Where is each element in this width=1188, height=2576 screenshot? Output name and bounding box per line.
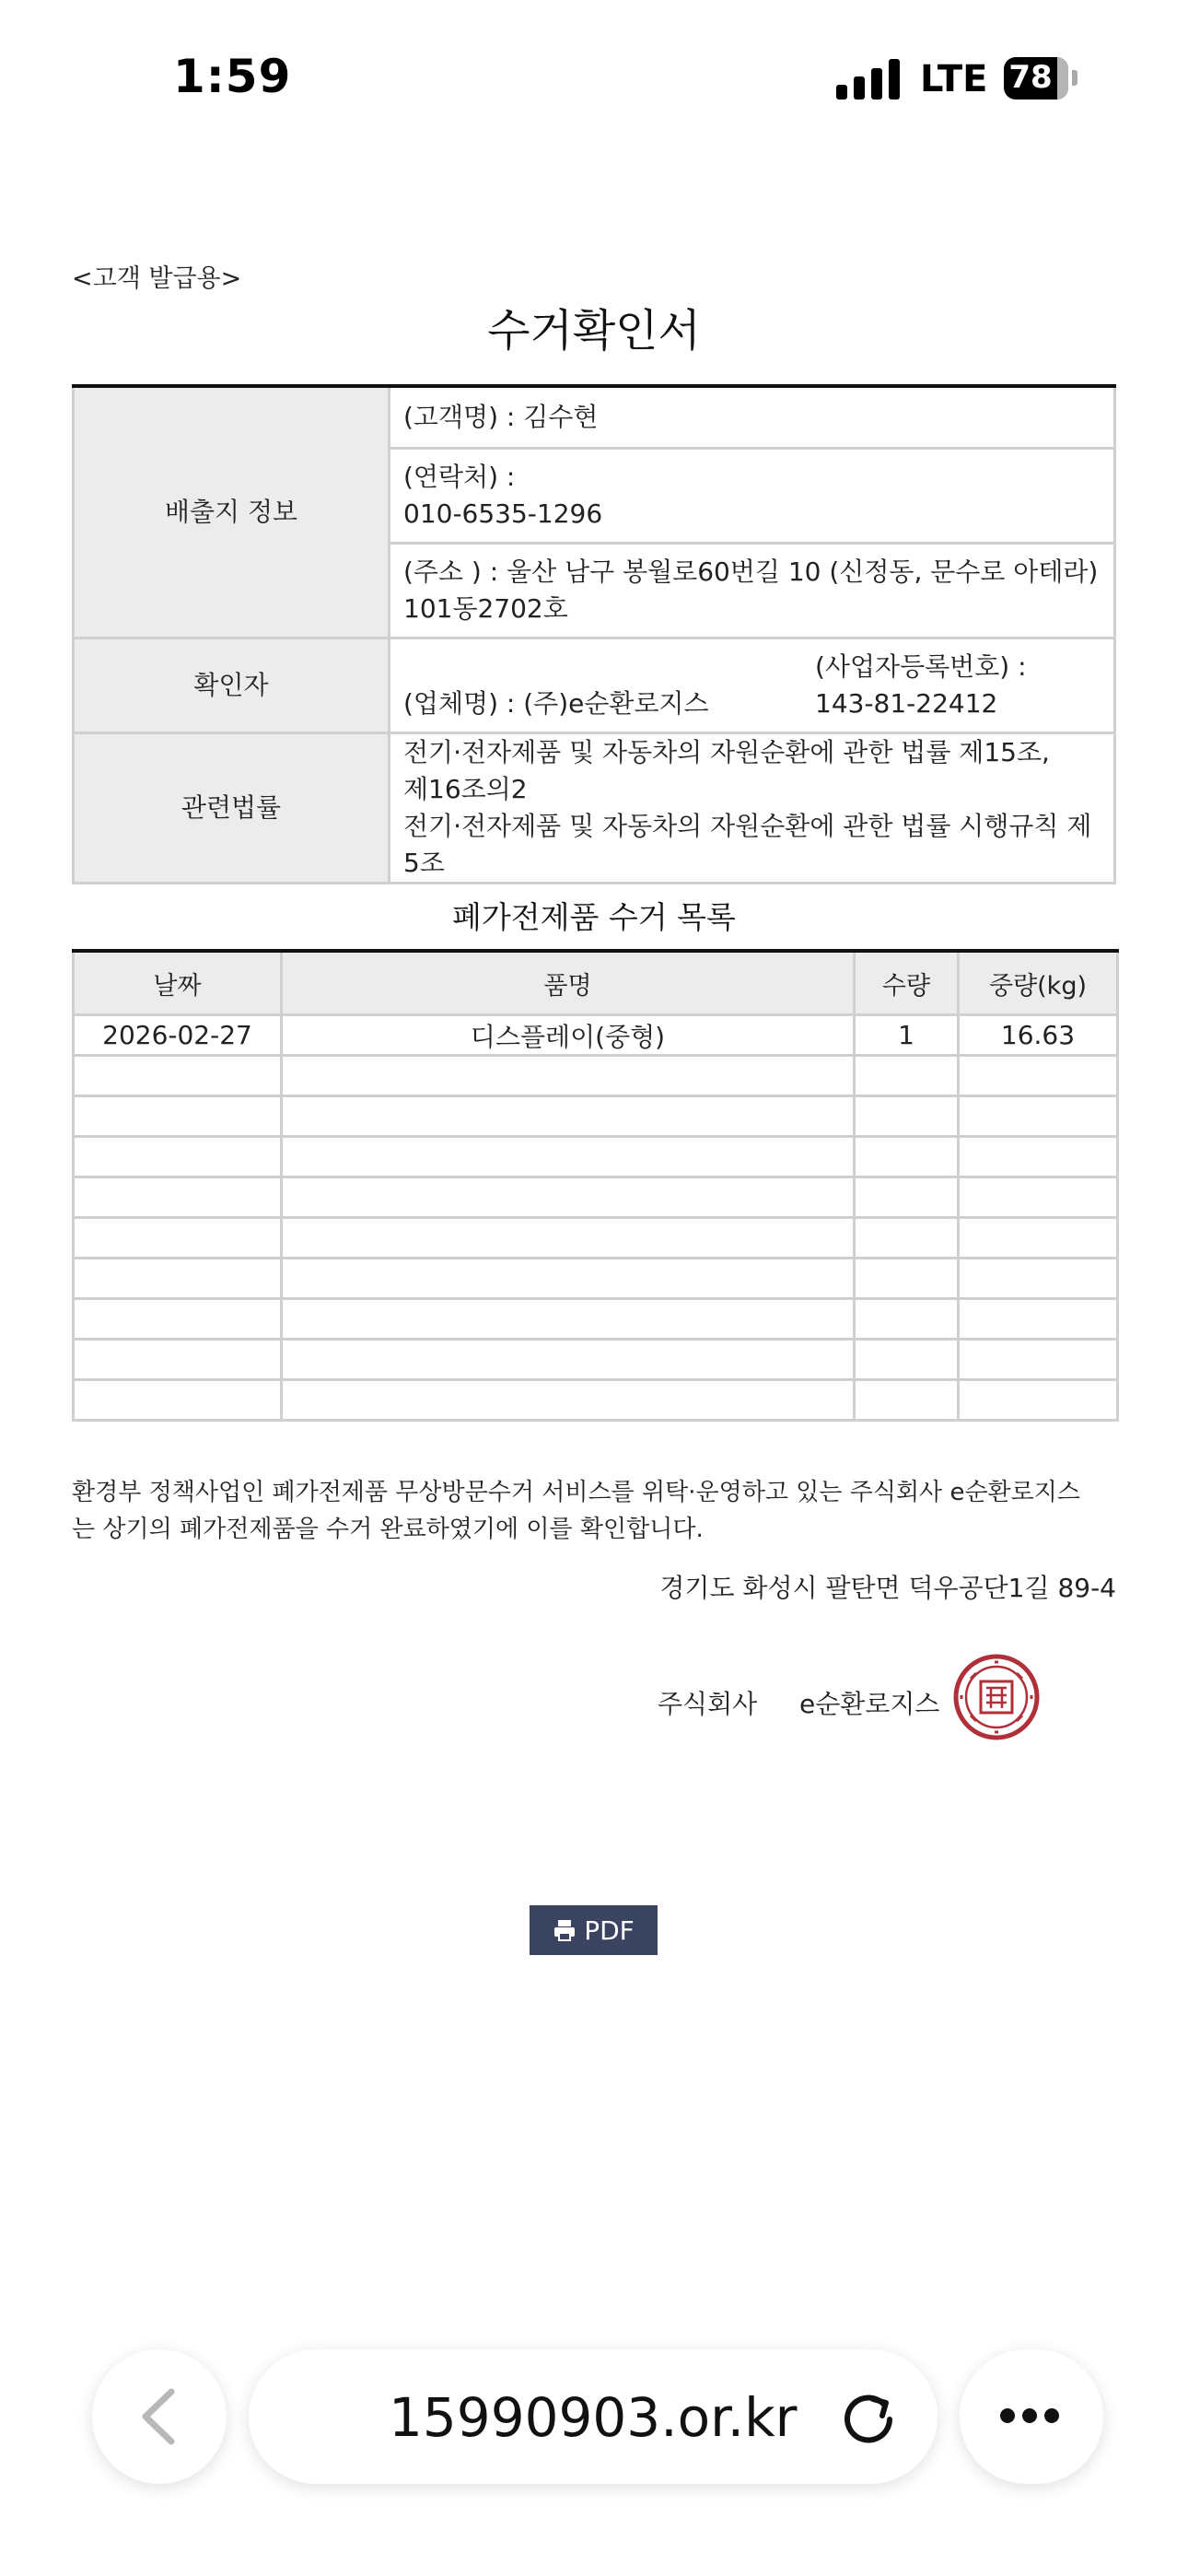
emitter-header: 배출지 정보 — [74, 386, 390, 638]
printer-icon — [553, 1918, 577, 1942]
status-bar — [0, 0, 1188, 161]
contact-cell — [390, 449, 1115, 544]
statement-line1: 환경부 정책사업인 폐가전제품 무상방문수거 서비스를 위탁·운영하고 있는 주식회사 e순환로지스 — [72, 1479, 1081, 1506]
cell-item — [282, 1177, 855, 1218]
cell-item — [282, 1299, 855, 1340]
cell-quantity — [855, 1137, 959, 1177]
cell-quantity — [855, 1056, 959, 1096]
cell-date: 2026-02-27 — [74, 1015, 282, 1056]
table-row — [74, 1380, 1118, 1421]
items-table — [72, 949, 1119, 1422]
pdf-button[interactable] — [530, 1905, 658, 1955]
cell-weight — [959, 1096, 1118, 1137]
pdf-button-label: PDF — [584, 1914, 635, 1946]
law-cell — [390, 733, 1115, 884]
law-line2: 제16조의2 — [403, 774, 528, 804]
law-line3: 전기·전자제품 및 자동차의 자원순환에 관한 법률 시행규칙 제5조 — [403, 811, 1092, 878]
reg-label: (사업자등록번호) : — [815, 651, 1027, 682]
cell-item — [282, 1259, 855, 1299]
cell-weight — [959, 1340, 1118, 1380]
cell-quantity — [855, 1380, 959, 1421]
header-quantity: 수량 — [855, 951, 959, 1015]
cell-item — [282, 1218, 855, 1259]
cellular-signal-icon — [836, 59, 901, 100]
cell-item — [282, 1096, 855, 1137]
info-table — [72, 384, 1116, 884]
battery-level: 78 — [1008, 59, 1053, 96]
reg-value: 143-81-22412 — [815, 688, 998, 719]
copy-label: <고객 발급용> — [72, 264, 242, 293]
cell-weight — [959, 1177, 1118, 1218]
confirmer-header: 확인자 — [74, 638, 390, 733]
header-weight: 중량(kg) — [959, 951, 1118, 1015]
chevron-left-icon — [133, 2386, 188, 2447]
law-line1: 전기·전자제품 및 자동차의 자원순환에 관한 법률 제15조, — [403, 737, 1050, 767]
cell-quantity — [855, 1259, 959, 1299]
contact-label: (연락처) : — [403, 462, 516, 492]
url-text: 15990903.or.kr — [389, 2386, 798, 2449]
table-row — [74, 1259, 1118, 1299]
table-row — [74, 1096, 1118, 1137]
cell-quantity — [855, 1218, 959, 1259]
network-type: LTE — [920, 58, 988, 100]
company-label: 주식회사 — [658, 1689, 758, 1719]
reload-icon[interactable] — [838, 2386, 899, 2447]
business-name: (업체명) : (주)e순환로지스 — [403, 688, 709, 719]
address-bar[interactable] — [249, 2349, 938, 2484]
table-row — [74, 1056, 1118, 1096]
browser-toolbar — [0, 2322, 1188, 2576]
cell-weight — [959, 1380, 1118, 1421]
document-title: 수거확인서 — [487, 305, 701, 357]
back-button[interactable] — [92, 2349, 227, 2484]
address-line2: 101동2702호 — [403, 593, 568, 624]
battery-icon — [1004, 57, 1068, 100]
contact-value: 010-6535-1296 — [403, 498, 603, 529]
cell-date — [74, 1137, 282, 1177]
table-row — [74, 1340, 1118, 1380]
cell-weight — [959, 1137, 1118, 1177]
cell-quantity — [855, 1096, 959, 1137]
law-header: 관련법률 — [74, 733, 390, 884]
cell-item — [282, 1380, 855, 1421]
status-time: 1:59 — [173, 50, 292, 103]
cell-date — [74, 1177, 282, 1218]
cell-quantity — [855, 1177, 959, 1218]
table-row — [74, 1137, 1118, 1177]
table-row — [74, 1177, 1118, 1218]
more-dots-icon — [1000, 2408, 1066, 2427]
statement-line2: 는 상기의 폐가전제품을 수거 완료하였기에 이를 확인합니다. — [72, 1516, 704, 1543]
cell-date — [74, 1259, 282, 1299]
cell-date — [74, 1218, 282, 1259]
customer-name: (고객명) : 김수현 — [390, 386, 1115, 449]
more-button[interactable] — [960, 2349, 1103, 2484]
cell-item — [282, 1340, 855, 1380]
table-row — [74, 1015, 1118, 1056]
cell-item: 디스플레이(중형) — [282, 1015, 855, 1056]
cell-item — [282, 1056, 855, 1096]
company-seal-stamp — [952, 1653, 1041, 1741]
cell-quantity — [855, 1299, 959, 1340]
address-cell — [390, 544, 1115, 638]
cell-item — [282, 1137, 855, 1177]
cell-date — [74, 1096, 282, 1137]
business-cell — [390, 638, 1115, 733]
address-line1: (주소 ) : 울산 남구 봉월로60번길 10 (신정동, 문수로 아테라) — [403, 556, 1099, 587]
cell-quantity — [855, 1340, 959, 1380]
cell-weight — [959, 1056, 1118, 1096]
cell-date — [74, 1340, 282, 1380]
cell-date — [74, 1380, 282, 1421]
cell-date — [74, 1056, 282, 1096]
cell-quantity: 1 — [855, 1015, 959, 1056]
list-title: 폐가전제품 수거 목록 — [452, 899, 736, 935]
header-date: 날짜 — [74, 951, 282, 1015]
confirmation-statement — [72, 1474, 1116, 1548]
table-row — [74, 1218, 1118, 1259]
items-header-row — [74, 951, 1118, 1015]
company-address: 경기도 화성시 팔탄면 덕우공단1길 89-4 — [659, 1573, 1116, 1603]
header-item: 품명 — [282, 951, 855, 1015]
cell-weight — [959, 1299, 1118, 1340]
cell-weight — [959, 1218, 1118, 1259]
cell-weight: 16.63 — [959, 1015, 1118, 1056]
cell-weight — [959, 1259, 1118, 1299]
table-row — [74, 1299, 1118, 1340]
cell-date — [74, 1299, 282, 1340]
company-name: e순환로지스 — [799, 1689, 940, 1719]
